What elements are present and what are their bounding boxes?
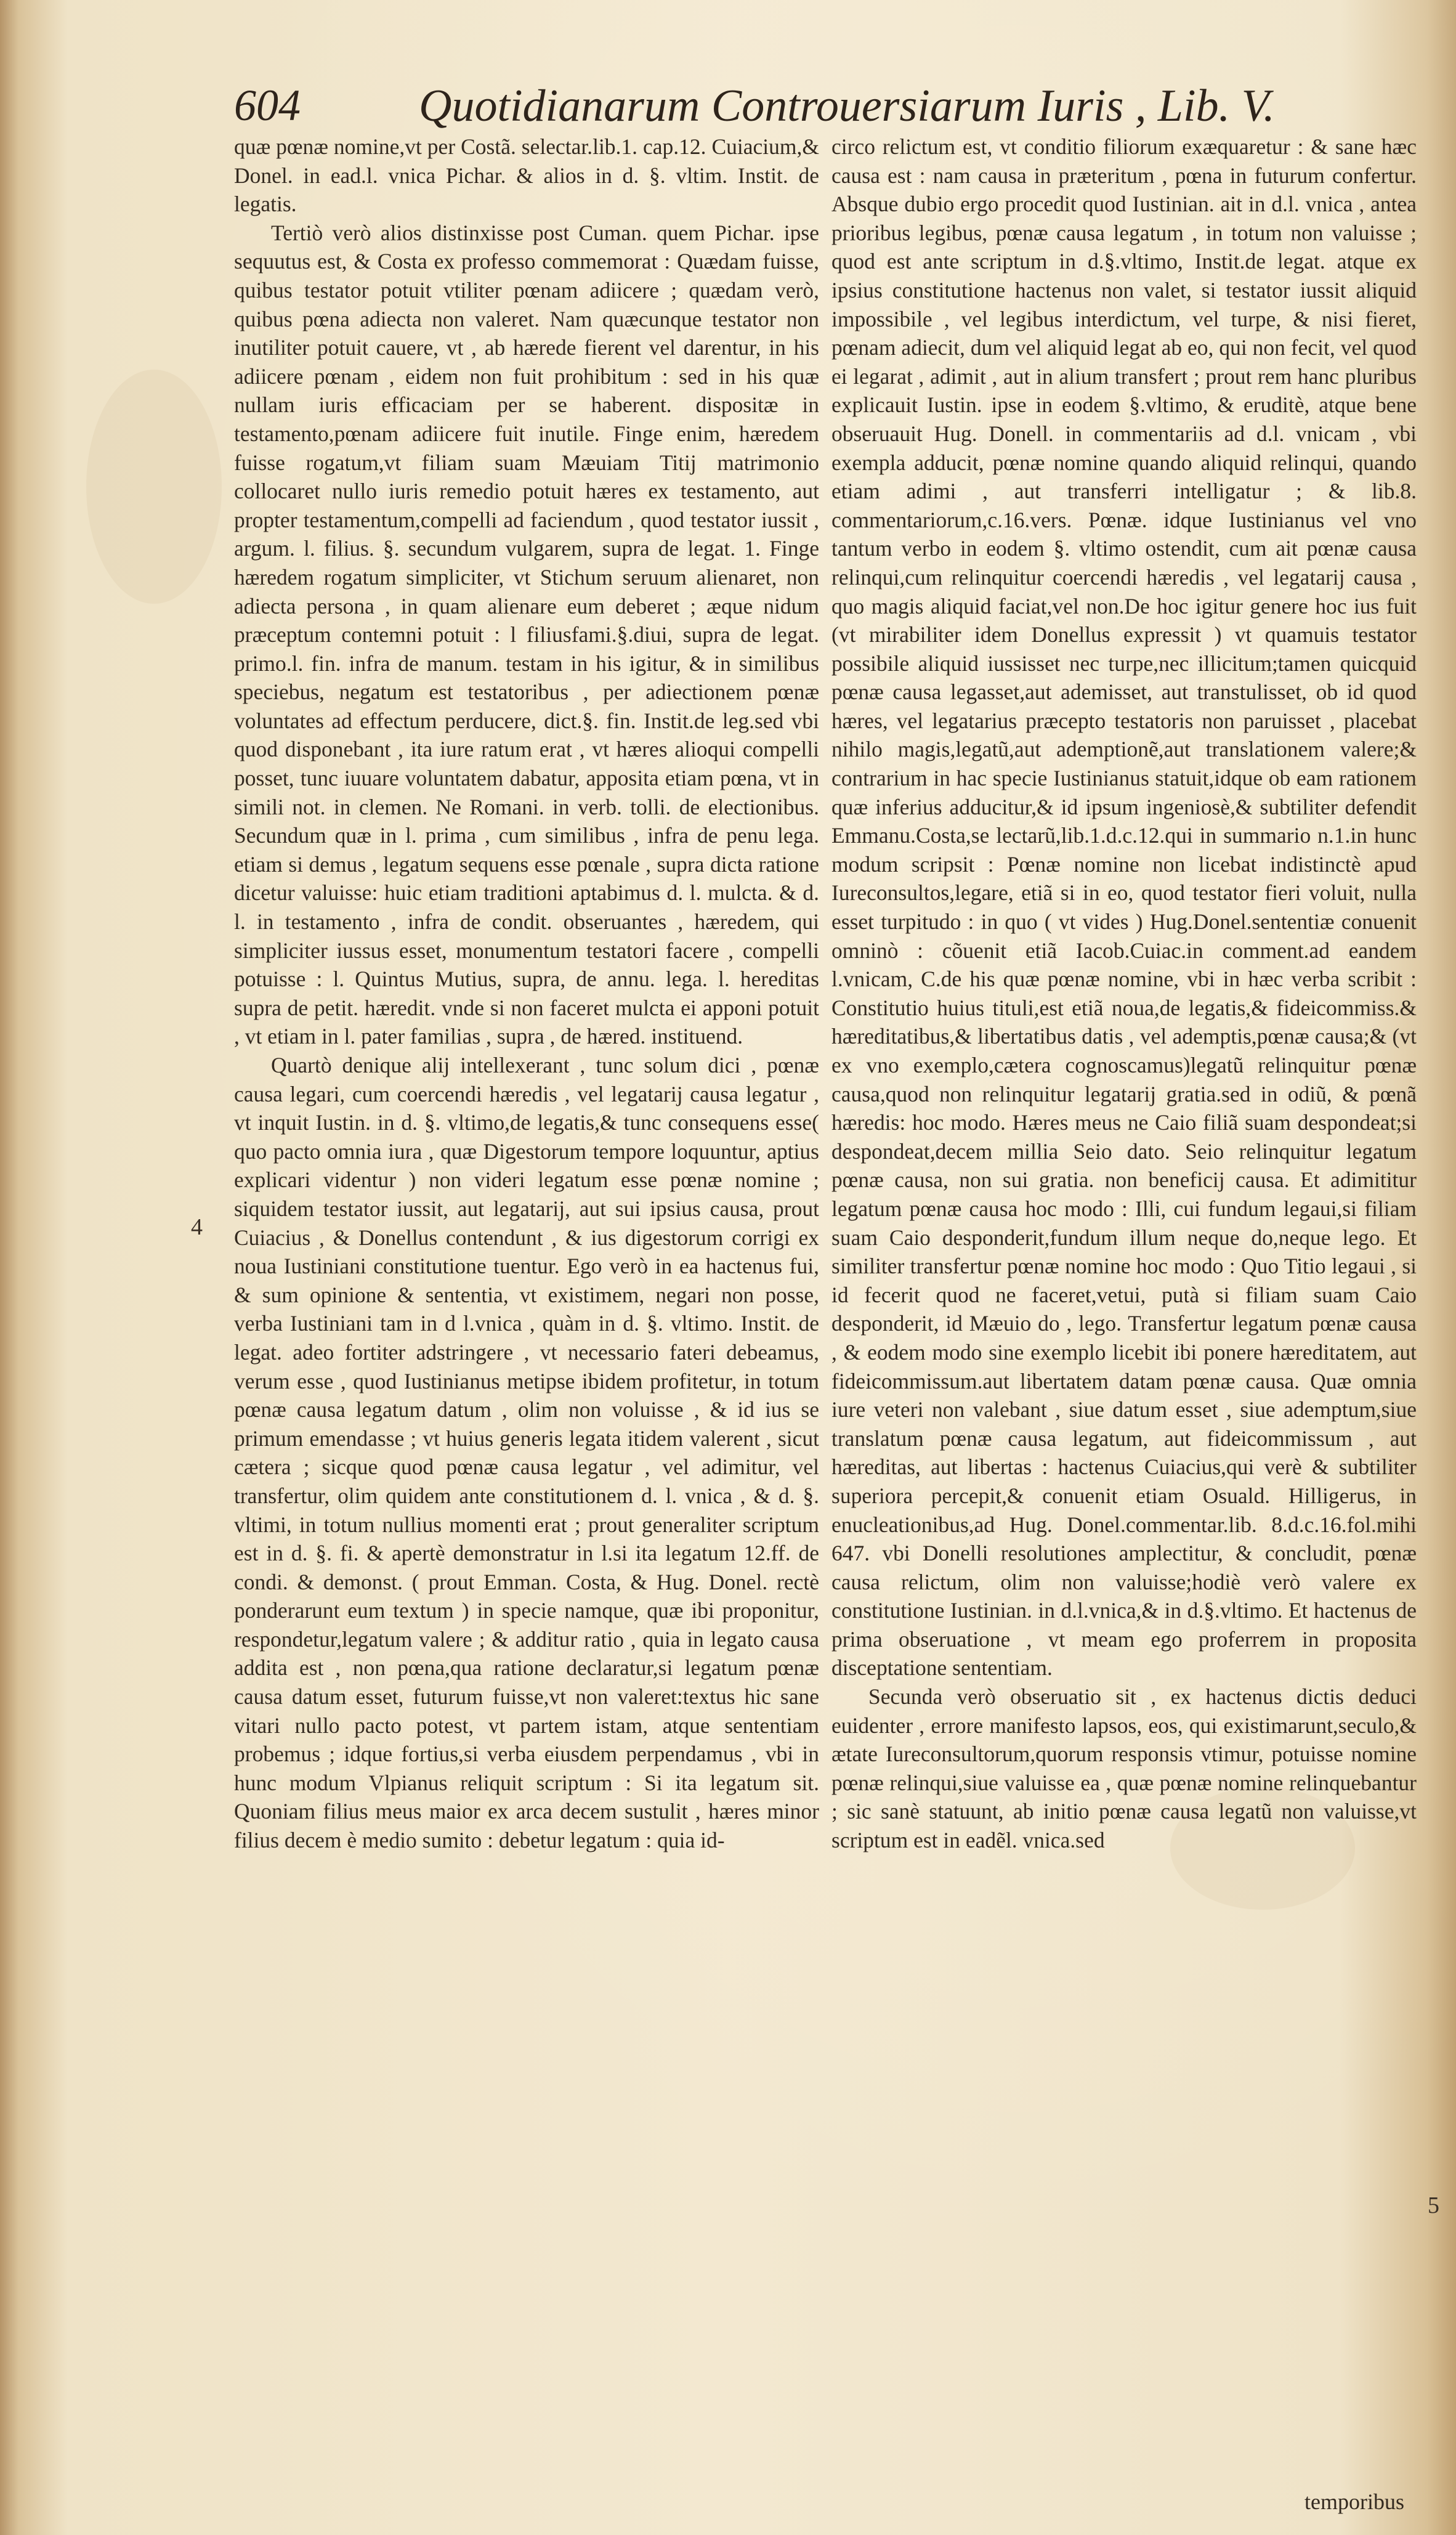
paragraph: Secunda verò obseruatio sit , ex hactenus dictis deduci euidenter , errore manifesto lapsos, eos, qui existimarunt,seculo,& ætate Iureconsultorum,quorum responsis vtimur, potuisse nomine pœnæ relinqui,siue valuisse ea , quæ pœnæ nomine relinquebantur ; sic sanè statuunt, ab initio pœnæ causa legatũ non valuisse,vt scriptum est in eadẽl. vnica.sed [831, 1684, 1417, 1853]
catchword: temporibus [1304, 2489, 1404, 2514]
right-column [831, 132, 1417, 1855]
paper-stain [86, 370, 222, 604]
paragraph: quæ pœnæ nomine,vt per Costã. selectar.lib.1. cap.12. Cuiacium,& Donel. in ead.l. vnica Pichar. & alios in d. §. vltim. Instit. de legatis. [234, 134, 819, 217]
page-number: 604 [234, 81, 301, 130]
paragraph: Quartò denique alij intellexerant , tunc solum dici , pœnæ causa legari, cum coercendi hæredis , vel legatarij causa legatur , vt inquit Iustin. in d. §. vltimo,de legatis,& tunc consequens esse( quo pacto omnia iura , quæ Digestorum tempore loquuntur, aptius explicari videntur ) non videri legatum esse pœnæ nomine ; siquidem testator iussit, aut legatarij, aut sui ipsius causa, prout Cuiacius , & Donellus contendunt , & ius digestorum corrigi ex noua Iustiniani constitutione tuentur. Ego verò in ea hactenus fui, & sum opinione & sententia, vt existimem, negari non posse, verba Iustiniani tam in d l.vnica , quàm in d. §. vltimo. Instit. de legat. adeo fortiter adstringere , vt necessario fateri debeamus, verum esse , quod Iustinianus metipse ibidem profitetur, in totum pœnæ causa legatum datum , olim non voluisse , & id ius se primum emendasse ; vt huius generis legata itidem valerent , sicut cætera ; sicque quod pœnæ causa legatur , vel adimitur, vel transfertur, olim quidem ante constitutionem d. l. vnica , & d. §. vltimi, in totum nullius momenti erat ; prout generaliter scriptum est in d. §. fi. & apertè demonstratur in l.si ita legatum 12.ff. de condi. & demonst. ( prout Emman. Costa, & Hug. Donel. rectè ponderarunt eum textum ) in specie namque, quæ ibi proponitur, respondetur,legatum valere ; & additur ratio , quia in legato causa addita est , non pœna,qua ratione declaratur,si legatum pœnæ causa datum esset, futurum fuisse,vt non valeret:textus hic sane vitari nullo pacto potest, vt partem istam, atque sententiam probemus ; idque fortius,si verba eiusdem perpendamus , vbi in hunc modum Vlpianus reliquit scriptum : Si ita legatum sit. Quoniam filius meus maior ex arca decem sustulit , hæres minor filius decem è medio sumito : debetur legatum : quia id- [234, 1053, 819, 1853]
paragraph: Tertiò verò alios distinxisse post Cuman. quem Pichar. ipse sequutus est, & Costa ex professo commemorat : Quædam fuisse, quibus testator potuit vtiliter pœnam adiicere ; quædam verò, quibus pœna adiecta non valeret. Nam quæcunque testator non inutiliter potuit cauere, vt , ab hærede fierent vel darentur, in his adiicere pœnam , eidem non fuit prohibitum : sed in his quæ nullam iuris efficaciam per se haberent. dispositæ in testamento,pœnam adiicere fuit inutile. Finge enim, hæredem fuisse rogatum,vt filiam suam Mæuiam Titij matrimonio collocaret nullo iuris remedio potuit hæres ex testamento, aut propter testamentum,compelli ad faciendum , quod testator iussit , argum. l. filius. §. secundum vulgarem, supra de legat. 1. Finge hæredem rogatum simpliciter, vt Stichum seruum alienaret, non adiecta persona , in quam alienare eum deberet ; æque nidum præceptum contemni potuit : l filiusfami.§.diui, supra de legat. primo.l. fin. infra de manum. testam in his igitur, & in similibus speciebus, negatum est testatoribus , per adiectionem pœnæ voluntates ad effectum perducere, dict.§. fin. Instit.de leg.sed vbi quod disponebant , ita iure ratum erat , vt hæres alioqui compelli posset, tunc iuuare voluntatem dabatur, apposita etiam pœna, vt in simili not. in clemen. Ne Romani. in verb. tolli. de electionibus. Secundum quæ in l. prima , cum similibus , infra de penu lega. etiam si demus , legatum sequens esse pœnale , supra dicta ratione dicetur valuisse: huic etiam traditioni aptabimus d. l. mulcta. & d. l. in testamento , infra de condit. obseruantes , hæredem, qui simpliciter iussus esset, monumentum testatori facere , compelli potuisse : l. Quintus Mutius, supra, de annu. lega. l. hereditas supra de petit. hæredit. vnde si non faceret mulcta ei apponi potuit , vt etiam in l. pater familias , supra , de hæred. instituend. [234, 220, 819, 1049]
paragraph: circo relictum est, vt conditio filiorum exæquaretur : & sane hæc causa est : nam causa in præteritum , pœna in futurum confertur. Absque dubio ergo procedit quod Iustinian. ait in d.l. vnica , antea prioribus legibus, pœnæ causa legatum , in totum non valuisse ; quod est ante scriptum in d.§.vltimo, Instit.de legat. atque ex ipsius constitutione hactenus non valet, si testator iussit aliquid impossibile , vel legibus interdictum, vel turpe, & nisi fieret, pœnam adiecit, dum vel aliquid legat ab eo, qui non fecit, vel quod ei legarat , adimit , aut in alium transfert ; prout rem hanc pluribus explicauit Iustin. ipse in eodem §.vltimo, & eruditè, atque bene obseruauit Hug. Donell. in commentariis ad d.l. vnicam , vbi exempla adducit, pœnæ nomine quando aliquid relinqui, quando etiam adimi , aut transferri intelligatur ; & lib.8. commentariorum,c.16.vers. Pœnæ. idque Iustinianus vel vno tantum verbo in eodem §. vltimo ostendit, cum ait pœnæ causa relinqui,cum relinquitur coercendi hæredis , vel legatarij causa , quo magis aliquid faciat,vel non.De hoc igitur genere hoc ius fuit (vt mirabiliter idem Donellus expressit ) vt quamuis testator possibile aliquid iussisset nec turpe,nec illicitum;tamen quicquid pœnæ causa legasset,aut ademisset, aut transtulisset, ob id quod hæres, vel legatarius præcepto testatoris non paruisset , placebat nihilo magis,legatũ,aut ademptionẽ,aut translationem valere;& contrarium in hac specie Iustinianus statuit,idque ob eam rationem quæ inferius adducitur,& id ipsum ingeniosè,& subtiliter defendit Emmanu.Costa,se lectarũ,lib.1.d.c.12.qui in summario n.1.in hunc modum scripsit : Pœnæ nomine non licebat indistinctè apud Iureconsultos,legare, etiã si in eo, quod testator fieri voluit, nulla esset turpitudo : in quo ( vt vides ) Hug.Donel.sententiæ conuenit omninò : cõuenit etiã Iacob.Cuiac.in comment.ad eandem l.vnicam, C.de his quæ pœnæ nomine, vbi in hæc verba scribit : Constitutio huius tituli,est etiã noua,de legatis,& fideicommiss.& hæreditatibus,& libertatibus datis , vel ademptis,pœnæ causa;& (vt ex vno exemplo,cætera cognoscamus)legatũ relinquitur pœnæ causa,quod non relinquitur legatarij gratia.sed in odiũ, & pœnã hæredis: hoc modo. Hæres meus ne Caio filiã suam despondeat;si despondeat,decem millia Seio dato. Seio relinquitur legatum pœnæ causa, non sui gratia. non beneficij causa. Et adimititur legatum pœnæ causa hoc modo : Illi, cui fundum legaui,si filiam suam Caio desponderit,fundum illum neque do,neque lego. Et similiter transfertur pœnæ nomine hoc modo : Quo Titio legaui , si id fecerit quod ne faceret,vetui, putà si filiam suam Caio desponderit, id Mæuio do , lego. Transfertur legatum pœnæ causa , & eodem modo sine exemplo licebit ibi ponere hæreditatem, aut fideicommissum.aut libertatem datam pœnæ causa. Quæ omnia iure veteri non valebant , siue datum esset , siue ademptum,siue translatum pœnæ causa legatum, aut fideicommissum , aut hæreditas, aut libertas : hactenus Cuiacius,qui verè & subtiliter superiora percepit,& conuenit etiam Osuald. Hilligerus, in enucleationibus,ad Hug. Donel.commentar.lib. 8.d.c.16.fol.mihi 647. vbi Donelli resolutiones amplectitur, & concludit, pœnæ causa relictum, olim non valuisse;hodiè verò valere ex constitutione Iustinian. in d.l.vnica,& in d.§.vltimo. Et hactenus de prima obseruatione , vt meam ego proferrem in proposita disceptatione sententiam. [831, 134, 1417, 1681]
left-column [234, 132, 819, 1855]
margin-marker: 5 [1428, 2192, 1439, 2218]
running-title: Quotidianarum Controuersiarum Iuris , Lib. V. [419, 81, 1275, 131]
margin-marker: 4 [191, 1214, 203, 1240]
